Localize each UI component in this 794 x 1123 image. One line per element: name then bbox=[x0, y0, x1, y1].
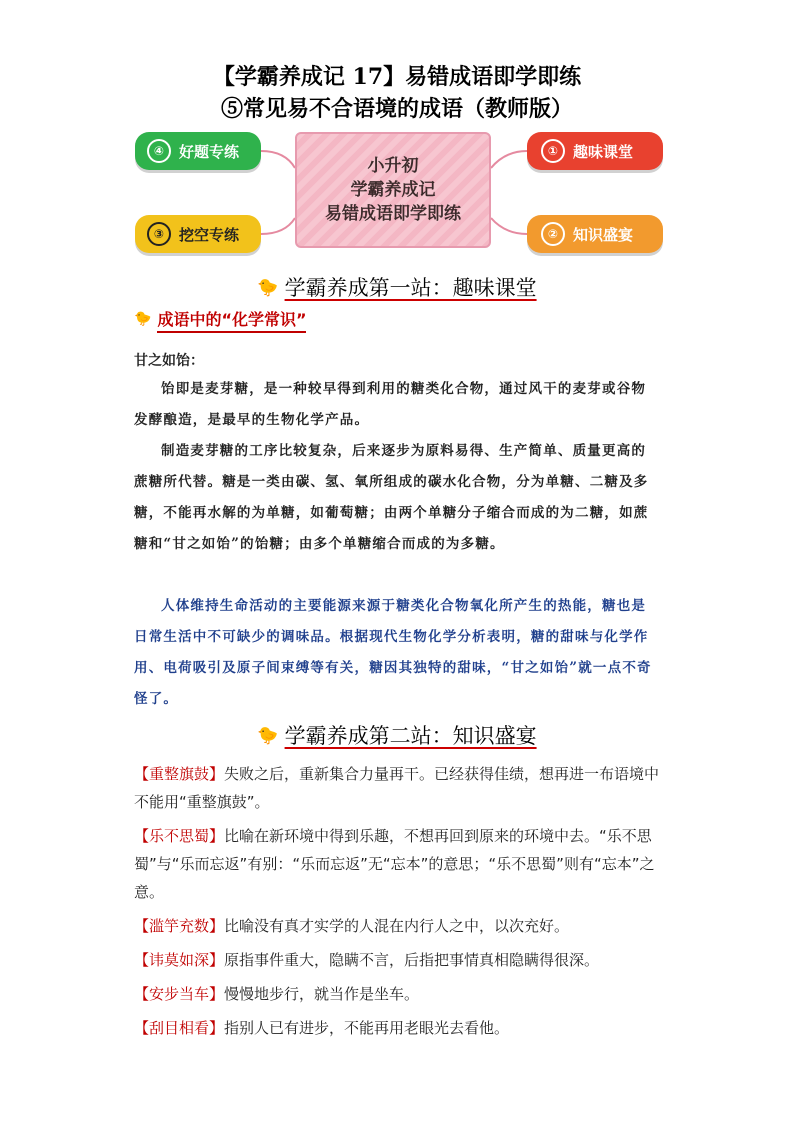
idiom-word: 【安步当车】 bbox=[134, 985, 225, 1003]
idiom-definition: 原指事件重大，隐瞒不言，后指把事情真相隐瞒得很深。 bbox=[224, 951, 600, 969]
page-title-line1: 【学霸养成记 17】易错成语即学即练 bbox=[212, 64, 582, 90]
idiom-item bbox=[134, 946, 664, 974]
station-heading-text: 学霸养成第二站：知识盛宴 bbox=[284, 724, 537, 748]
banner-pill-number: ① bbox=[541, 139, 565, 163]
idiom-definition: 失败之后，重新集合力量再干。已经获得佳绩，想再进一布语境中不能用“重整旗鼓”。 bbox=[134, 765, 660, 811]
station-heading-2 bbox=[0, 720, 794, 750]
idiom-item bbox=[134, 1014, 664, 1042]
paragraph-1: 饴即是麦芽糖，是一种较早得到利用的糖类化合物，通过风干的麦芽或谷物发酵酿造，是最早的生物化学产品。 bbox=[134, 381, 647, 428]
idiom-definition: 慢慢地步行，就当作是坐车。 bbox=[224, 985, 420, 1003]
idiom-definition: 指别人已有进步，不能再用老眼光去看他。 bbox=[224, 1019, 510, 1037]
banner-pill-knowledge bbox=[527, 215, 663, 253]
page-title-line2: ⑤常见易不合语境的成语（教师版） bbox=[220, 96, 573, 122]
banner-center-box bbox=[295, 132, 491, 248]
idiom-word: 【乐不思蜀】 bbox=[134, 827, 225, 845]
idiom-item bbox=[134, 822, 664, 906]
section-heading-text: 成语中的“化学常识” bbox=[157, 310, 306, 333]
idiom-definition: 比喻在新环境中得到乐趣，不想再回到原来的环境中去。“乐不思蜀”与“乐而忘返”有别：“乐而忘返”无“忘本”的意思；“乐不思蜀”则有“忘本”之意。 bbox=[134, 827, 655, 901]
banner-pill-practice bbox=[135, 132, 261, 170]
idiom-word: 【讳莫如深】 bbox=[134, 951, 225, 969]
idiom-word: 【重整旗鼓】 bbox=[134, 765, 225, 783]
paragraph-3: 人体维持生命活动的主要能源来源于糖类化合物氧化所产生的热能，糖也是日常生活中不可缺少的调味品。根据现代生物化学分析表明，糖的甜味与化学作用、电荷吸引及原子间束缚等有关，糖因其独特的甜味，“甘之如饴”就一点不奇怪了。 bbox=[134, 598, 652, 707]
banner-pill-number: ② bbox=[541, 222, 565, 246]
idiom-definition: 比喻没有真才实学的人混在内行人之中，以次充好。 bbox=[224, 917, 570, 935]
idiom-item bbox=[134, 980, 664, 1008]
banner-pill-label: 知识盛宴 bbox=[573, 225, 634, 244]
banner-center-line: 小升初 bbox=[367, 156, 419, 176]
idiom-item bbox=[134, 760, 664, 816]
banner bbox=[135, 128, 663, 260]
banner-pill-number: ④ bbox=[147, 139, 171, 163]
banner-center-line: 学霸养成记 bbox=[350, 180, 436, 200]
idiom-label: 甘之如饴： bbox=[134, 353, 204, 369]
banner-pill-label: 趣味课堂 bbox=[573, 142, 634, 161]
idiom-word: 【滥竽充数】 bbox=[134, 917, 225, 935]
banner-pill-fill-blank bbox=[135, 215, 261, 253]
idiom-list bbox=[134, 760, 664, 1048]
station-heading-1 bbox=[0, 272, 794, 302]
paragraph-2: 制造麦芽糖的工序比较复杂，后来逐步为原料易得、生产简单、质量更高的蔗糖所代替。糖是一类由碳、氢、氧所组成的碳水化合物，分为单糖、二糖及多糖，不能再水解的为单糖，如葡萄糖；由两个单糖分子缩合而成的为二糖，如蔗糖和“甘之如饴”的饴糖；由多个单糖缩合而成的为多糖。 bbox=[134, 443, 649, 552]
idiom-word: 【刮目相看】 bbox=[134, 1019, 225, 1037]
banner-pill-number: ③ bbox=[147, 222, 171, 246]
banner-pill-label: 挖空专练 bbox=[179, 225, 240, 244]
station-heading-text: 学霸养成第一站：趣味课堂 bbox=[284, 276, 537, 300]
banner-pill-fun-class bbox=[527, 132, 663, 170]
banner-center-line: 易错成语即学即练 bbox=[325, 204, 461, 224]
banner-pill-label: 好题专练 bbox=[179, 142, 240, 161]
chick-icon: 🐤 bbox=[257, 726, 279, 746]
idiom-item bbox=[134, 912, 664, 940]
chick-icon: 🐤 bbox=[257, 278, 279, 298]
section-heading bbox=[134, 307, 306, 330]
chick-icon: 🐤 bbox=[134, 311, 152, 327]
